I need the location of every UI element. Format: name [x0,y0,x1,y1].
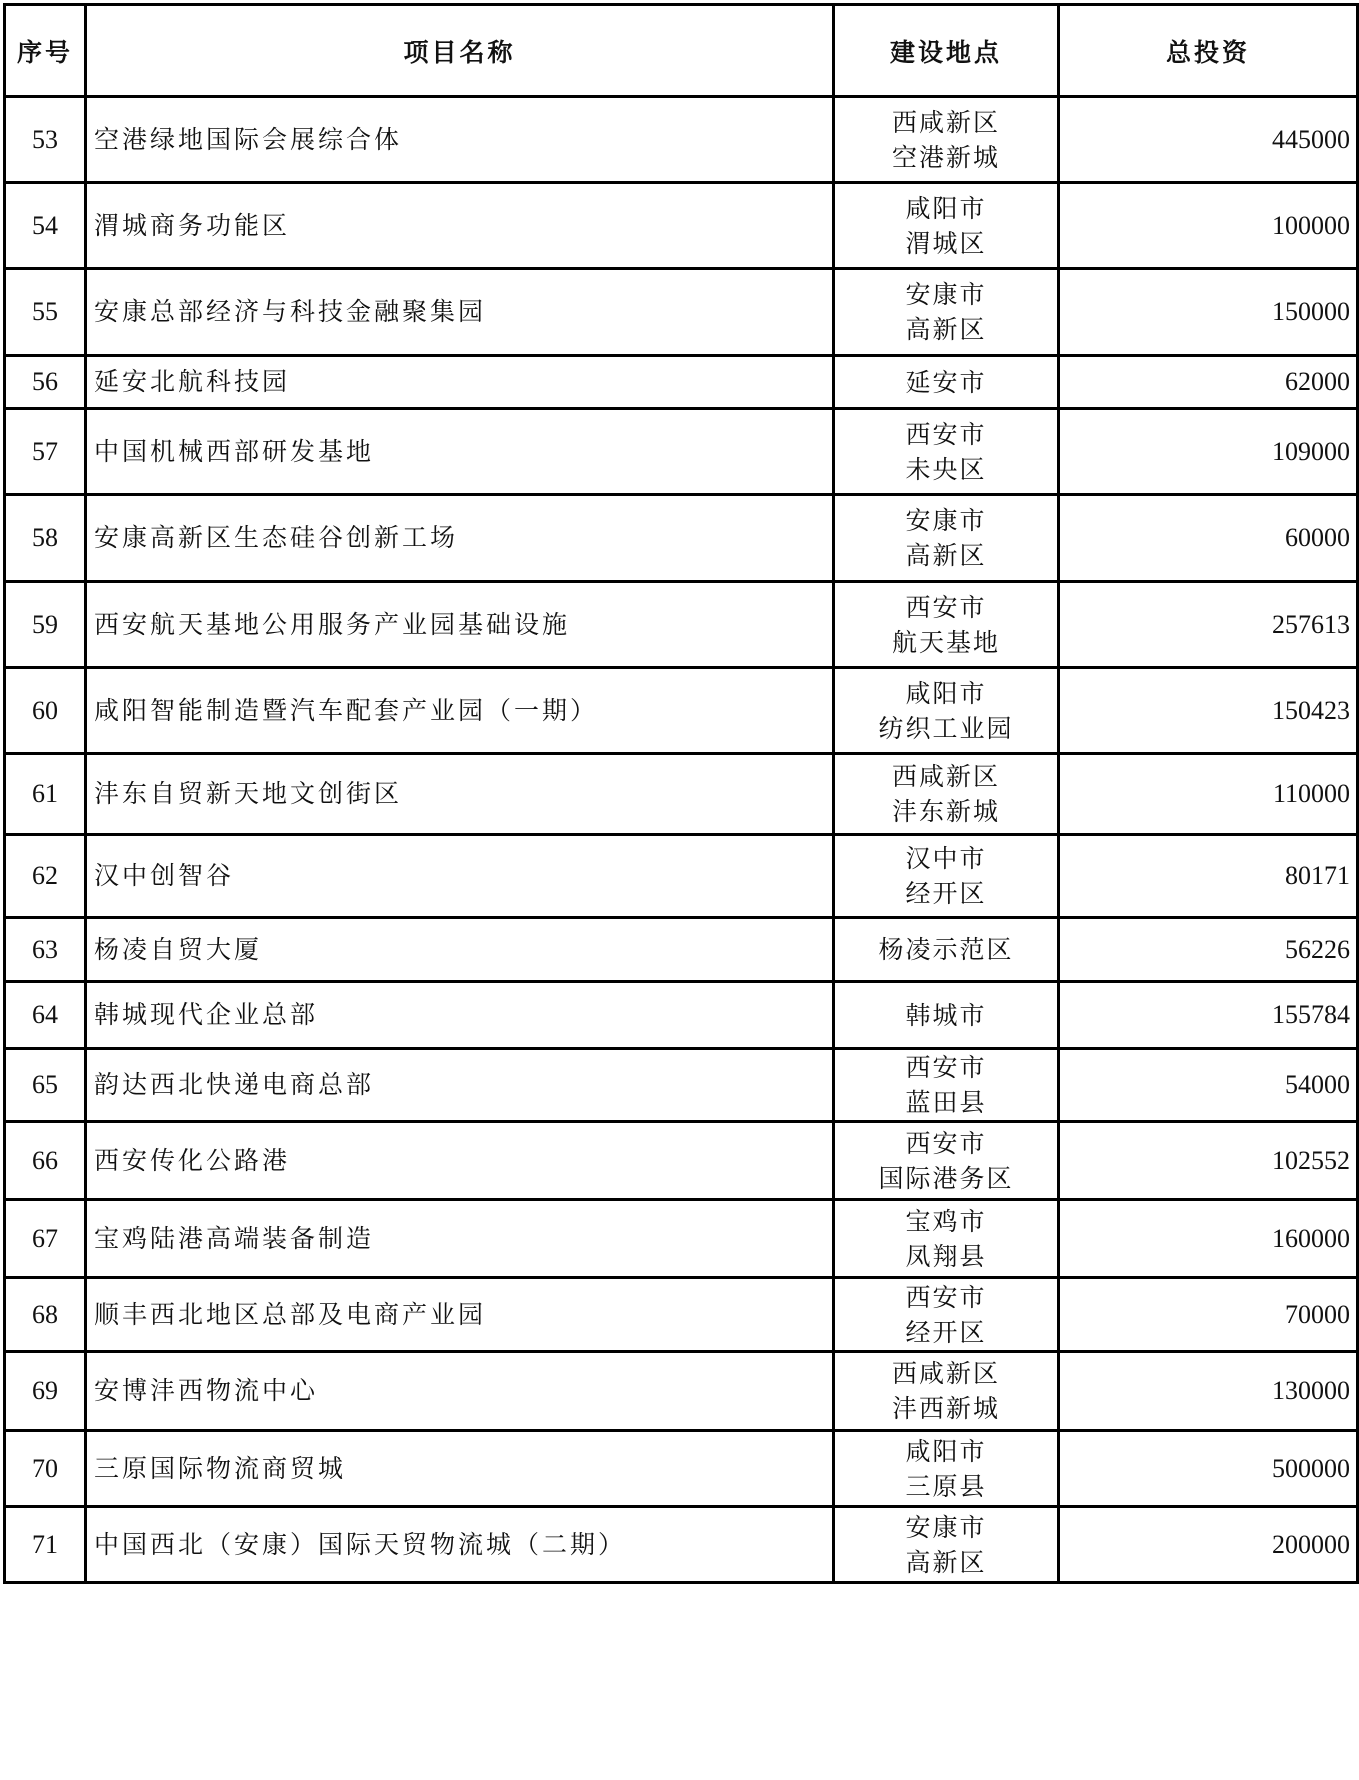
row-seq: 58 [5,495,86,582]
row-project-name: 汉中创智谷 [86,835,834,918]
row-seq: 66 [5,1122,86,1200]
row-project-name: 宝鸡陆港高端装备制造 [86,1200,834,1278]
location-line-2: 三原县 [905,1471,987,1501]
row-seq: 70 [5,1431,86,1507]
location-line-1: 安康市 [905,1512,987,1542]
location-line-2: 凤翔县 [905,1241,987,1271]
row-location [834,409,1059,495]
row-investment: 80171 [1059,835,1358,918]
row-seq: 69 [5,1352,86,1431]
row-investment: 110000 [1059,754,1358,835]
location-line-1: 咸阳市 [905,193,987,223]
row-location [834,918,1059,982]
header-row [5,5,1358,97]
row-seq: 62 [5,835,86,918]
row-project-name: 安康高新区生态硅谷创新工场 [86,495,834,582]
row-location [834,1200,1059,1278]
table-row [5,582,1358,668]
location-line-1: 汉中市 [905,844,987,873]
location-line-2: 高新区 [905,1547,987,1577]
row-project-name: 安博沣西物流中心 [86,1352,834,1431]
row-location [834,582,1059,668]
table-row [5,982,1358,1049]
row-investment: 445000 [1059,97,1358,183]
table-row [5,97,1358,183]
row-investment: 109000 [1059,409,1358,495]
row-project-name: 渭城商务功能区 [86,183,834,269]
header-location: 建设地点 [834,5,1059,97]
header-seq: 序号 [5,5,86,97]
row-seq: 64 [5,982,86,1049]
row-location [834,183,1059,269]
location-line-1: 安康市 [905,280,987,309]
row-investment: 102552 [1059,1122,1358,1200]
row-seq: 56 [5,356,86,409]
location-line-1: 西安市 [905,1053,987,1082]
table-row [5,1122,1358,1200]
row-seq: 71 [5,1507,86,1583]
location-line-1: 延安市 [905,367,987,397]
row-project-name: 中国机械西部研发基地 [86,409,834,495]
table-row [5,183,1358,269]
location-line-2: 经开区 [905,879,987,908]
document-page [3,3,1356,1584]
location-line-2: 纺织工业园 [878,713,1014,743]
location-line-2: 沣东新城 [891,797,1000,826]
row-location [834,982,1059,1049]
row-investment: 155784 [1059,982,1358,1049]
location-line-2: 国际港务区 [878,1163,1014,1193]
row-seq: 65 [5,1049,86,1122]
location-line-1: 西咸新区 [891,107,1000,137]
row-location [834,1049,1059,1122]
table-row [5,918,1358,982]
row-location [834,835,1059,918]
row-location [834,495,1059,582]
row-project-name: 西安传化公路港 [86,1122,834,1200]
table-row [5,1431,1358,1507]
row-investment: 56226 [1059,918,1358,982]
location-line-1: 西安市 [905,419,987,449]
row-seq: 67 [5,1200,86,1278]
row-seq: 57 [5,409,86,495]
project-table [3,3,1359,1584]
location-line-1: 西安市 [905,1128,987,1158]
location-line-1: 韩城市 [905,1000,987,1030]
table-row [5,668,1358,754]
row-location [834,356,1059,409]
row-project-name: 杨凌自贸大厦 [86,918,834,982]
location-line-1: 宝鸡市 [905,1206,987,1236]
row-project-name: 韩城现代企业总部 [86,982,834,1049]
location-line-2: 高新区 [905,541,987,570]
row-investment: 200000 [1059,1507,1358,1583]
location-line-2: 高新区 [905,315,987,344]
table-body [5,97,1358,1583]
table-row [5,754,1358,835]
row-location [834,1431,1059,1507]
location-line-1: 咸阳市 [905,678,987,708]
row-project-name: 西安航天基地公用服务产业园基础设施 [86,582,834,668]
row-investment: 500000 [1059,1431,1358,1507]
table-row [5,356,1358,409]
row-location [834,1278,1059,1352]
row-project-name: 顺丰西北地区总部及电商产业园 [86,1278,834,1352]
location-line-1: 杨凌示范区 [878,935,1014,964]
row-location [834,269,1059,356]
row-seq: 61 [5,754,86,835]
row-investment: 130000 [1059,1352,1358,1431]
row-project-name: 延安北航科技园 [86,356,834,409]
row-seq: 63 [5,918,86,982]
location-line-1: 安康市 [905,506,987,535]
row-project-name: 安康总部经济与科技金融聚集园 [86,269,834,356]
row-project-name: 韵达西北快递电商总部 [86,1049,834,1122]
header-name: 项目名称 [86,5,834,97]
location-line-1: 西咸新区 [891,762,1000,791]
row-location [834,1507,1059,1583]
row-project-name: 中国西北（安康）国际天贸物流城（二期） [86,1507,834,1583]
row-location [834,754,1059,835]
table-row [5,1049,1358,1122]
row-investment: 257613 [1059,582,1358,668]
location-line-2: 沣西新城 [891,1394,1000,1423]
table-row [5,409,1358,495]
table-row [5,1352,1358,1431]
row-investment: 150000 [1059,269,1358,356]
row-project-name: 三原国际物流商贸城 [86,1431,834,1507]
location-line-1: 西安市 [905,592,987,622]
location-line-2: 渭城区 [905,228,987,258]
row-project-name: 沣东自贸新天地文创街区 [86,754,834,835]
table-row [5,1200,1358,1278]
location-line-2: 蓝田县 [905,1088,987,1117]
row-location [834,668,1059,754]
row-investment: 62000 [1059,356,1358,409]
row-location [834,1352,1059,1431]
row-investment: 70000 [1059,1278,1358,1352]
row-investment: 150423 [1059,668,1358,754]
row-seq: 53 [5,97,86,183]
row-seq: 59 [5,582,86,668]
row-seq: 60 [5,668,86,754]
row-investment: 54000 [1059,1049,1358,1122]
table-row [5,1278,1358,1352]
location-line-1: 西咸新区 [891,1359,1000,1388]
row-seq: 55 [5,269,86,356]
row-investment: 100000 [1059,183,1358,269]
header-investment: 总投资 [1059,5,1358,97]
table-row [5,269,1358,356]
table-row [5,495,1358,582]
row-project-name: 空港绿地国际会展综合体 [86,97,834,183]
row-project-name: 咸阳智能制造暨汽车配套产业园（一期） [86,668,834,754]
location-line-2: 未央区 [905,454,987,484]
location-line-2: 经开区 [905,1317,987,1347]
row-location [834,97,1059,183]
location-line-2: 空港新城 [891,142,1000,172]
row-investment: 160000 [1059,1200,1358,1278]
row-location [834,1122,1059,1200]
table-row [5,835,1358,918]
row-seq: 54 [5,183,86,269]
location-line-1: 咸阳市 [905,1436,987,1466]
row-investment: 60000 [1059,495,1358,582]
location-line-1: 西安市 [905,1282,987,1312]
location-line-2: 航天基地 [891,627,1000,657]
row-seq: 68 [5,1278,86,1352]
table-row [5,1507,1358,1583]
